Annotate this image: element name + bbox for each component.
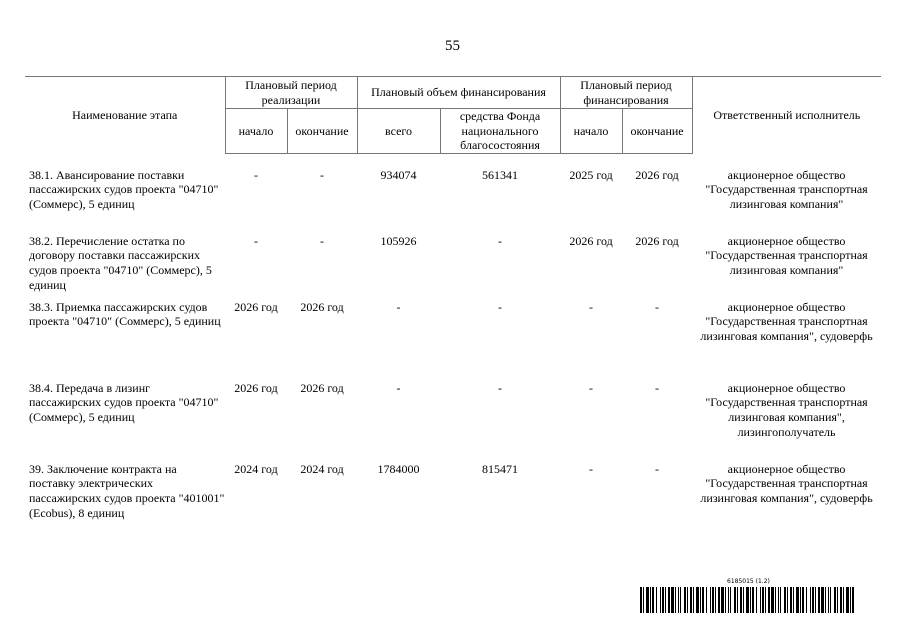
table-row	[25, 381, 881, 462]
stage-name: 38.4. Передача в лизинг пассажирских судов проекта "04710" (Соммерс), 5 единиц	[29, 380, 219, 424]
header-total: всего	[357, 109, 440, 154]
funding-total: 1784000	[377, 461, 420, 476]
header-funding-volume: Плановый объем финансирования	[357, 77, 560, 109]
impl-end: 2026 год	[300, 299, 344, 314]
funding-total: -	[396, 380, 401, 395]
funding-fund: -	[498, 233, 503, 248]
funding-total: -	[396, 299, 401, 314]
table-row	[25, 462, 881, 538]
table-row	[25, 300, 881, 381]
impl-start: 2026 год	[234, 380, 278, 395]
responsible: акционерное общество "Государственная транспортная лизинговая компания"	[705, 233, 868, 277]
stage-name: 38.1. Авансирование поставки пассажирских судов проекта "04710" (Соммерс), 5 единиц	[29, 167, 219, 211]
responsible: акционерное общество "Государственная транспортная лизинговая компания", лизингополучатель	[705, 380, 868, 439]
fin-end: -	[655, 380, 660, 395]
impl-start: 2024 год	[234, 461, 278, 476]
fin-end: -	[655, 461, 660, 476]
impl-end: 2024 год	[300, 461, 344, 476]
table-row	[25, 168, 881, 234]
fin-end: -	[655, 299, 660, 314]
header-impl-end: окончание	[287, 109, 357, 154]
fin-end: 2026 год	[635, 167, 679, 182]
table-header	[25, 77, 881, 154]
impl-end: 2026 год	[300, 380, 344, 395]
impl-start: 2026 год	[234, 299, 278, 314]
page-number: 55	[445, 38, 460, 54]
responsible: акционерное общество "Государственная транспортная лизинговая компания"	[705, 167, 868, 211]
fin-start: -	[589, 461, 594, 476]
stage-name: 38.2. Перечисление остатка по договору поставки пассажирских судов проекта "04710" (Соммерс), 5 единиц	[29, 233, 212, 292]
funding-fund: -	[498, 380, 503, 395]
fin-start: -	[589, 299, 594, 314]
header-fin-start: начало	[560, 109, 622, 154]
funding-fund: -	[498, 299, 503, 314]
funding-fund: 561341	[482, 167, 519, 182]
impl-start: -	[254, 233, 258, 248]
barcode-image	[640, 587, 858, 613]
responsible: акционерное общество "Государственная транспортная лизинговая компания", судоверфь	[700, 461, 873, 505]
funding-fund: 815471	[482, 461, 519, 476]
table-row	[25, 234, 881, 300]
fin-start: 2025 год	[569, 167, 613, 182]
funding-total: 105926	[380, 233, 417, 248]
fin-start: 2026 год	[569, 233, 613, 248]
header-responsible: Ответственный исполнитель	[692, 77, 881, 154]
impl-end: -	[320, 233, 324, 248]
header-funding-period: Плановый период финансирования	[560, 77, 692, 109]
stage-name: 39. Заключение контракта на поставку электрических пассажирских судов проекта "401001" (Ecobus), 8 единиц	[29, 461, 225, 520]
stages-table	[25, 76, 881, 538]
funding-total: 934074	[380, 167, 417, 182]
header-stage: Наименование этапа	[25, 77, 225, 154]
responsible: акционерное общество "Государственная транспортная лизинговая компания", судоверфь	[700, 299, 873, 343]
header-fin-end: окончание	[622, 109, 692, 154]
fin-start: -	[589, 380, 594, 395]
impl-end: -	[320, 167, 324, 182]
header-impl-start: начало	[225, 109, 287, 154]
fin-end: 2026 год	[635, 233, 679, 248]
stage-name: 38.3. Приемка пассажирских судов проекта "04710" (Соммерс), 5 единиц	[29, 299, 221, 329]
header-fund: средства Фонда национального благосостояния	[440, 109, 560, 154]
header-impl-period: Плановый период реализации	[225, 77, 357, 109]
barcode-label: 6185015 (1.2)	[727, 578, 770, 585]
impl-start: -	[254, 167, 258, 182]
